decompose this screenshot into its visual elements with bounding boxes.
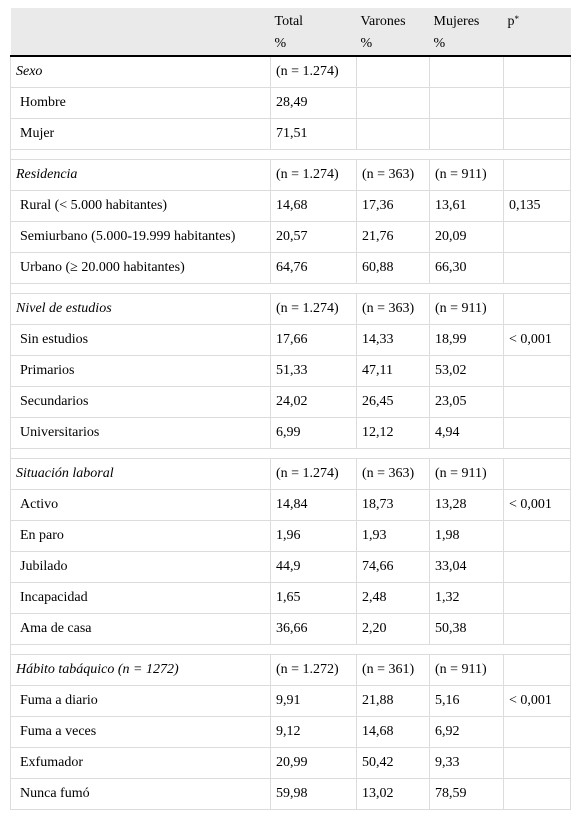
header-mujeres [430, 8, 504, 56]
table-row [11, 583, 571, 614]
section-n-cell [504, 160, 571, 191]
row-value: < 0,001 [504, 325, 571, 356]
table-row [11, 387, 571, 418]
row-value: 51,33 [271, 356, 357, 387]
row-value: 71,51 [271, 119, 357, 150]
table-body [11, 56, 571, 810]
row-value: 9,33 [430, 748, 504, 779]
row-label: Ama de casa [11, 614, 271, 645]
row-value [504, 779, 571, 810]
header-mujeres-unit: % [433, 36, 446, 51]
row-label: Primarios [11, 356, 271, 387]
row-value: 50,42 [357, 748, 430, 779]
section-spacer [11, 449, 571, 459]
header-varones-label: Varones [360, 14, 406, 29]
row-value: 12,12 [357, 418, 430, 449]
row-value [504, 88, 571, 119]
row-value: 60,88 [357, 253, 430, 284]
row-value: 2,48 [357, 583, 430, 614]
section-n-cell: (n = 1.274) [271, 56, 357, 88]
section-n-cell [504, 294, 571, 325]
section-n-cell: (n = 363) [357, 294, 430, 325]
header-empty [11, 8, 271, 56]
section-n-cell [504, 56, 571, 88]
section-header-row [11, 655, 571, 686]
header-total-unit: % [274, 36, 287, 51]
section-n-cell: (n = 1.274) [271, 294, 357, 325]
row-value: 21,88 [357, 686, 430, 717]
row-value [504, 717, 571, 748]
row-value: 5,16 [430, 686, 504, 717]
spacer-cell [11, 449, 571, 459]
section-n-cell: (n = 363) [357, 459, 430, 490]
table-row [11, 614, 571, 645]
header-varones-unit: % [360, 36, 373, 51]
row-value [504, 748, 571, 779]
header-varones [357, 8, 430, 56]
row-value [430, 88, 504, 119]
section-header-row [11, 459, 571, 490]
section-title: Sexo [11, 56, 271, 88]
row-value: 74,66 [357, 552, 430, 583]
row-label: Universitarios [11, 418, 271, 449]
section-spacer [11, 150, 571, 160]
section-title: Nivel de estudios [11, 294, 271, 325]
section-header-row [11, 56, 571, 88]
row-value [430, 119, 504, 150]
row-value [504, 222, 571, 253]
row-value: 9,12 [271, 717, 357, 748]
row-value: 17,66 [271, 325, 357, 356]
section-n-cell [357, 56, 430, 88]
row-value: 14,84 [271, 490, 357, 521]
row-label: Mujer [11, 119, 271, 150]
row-value: 21,76 [357, 222, 430, 253]
row-value: 26,45 [357, 387, 430, 418]
section-n-cell: (n = 363) [357, 160, 430, 191]
row-value: 4,94 [430, 418, 504, 449]
table-row [11, 686, 571, 717]
section-n-cell [504, 655, 571, 686]
section-title: Situación laboral [11, 459, 271, 490]
row-value [504, 119, 571, 150]
row-label: En paro [11, 521, 271, 552]
row-value: < 0,001 [504, 490, 571, 521]
section-n-cell: (n = 1.274) [271, 160, 357, 191]
row-value: 78,59 [430, 779, 504, 810]
row-value: 18,73 [357, 490, 430, 521]
row-value: 14,33 [357, 325, 430, 356]
row-value: 6,92 [430, 717, 504, 748]
row-value: 47,11 [357, 356, 430, 387]
section-n-cell [504, 459, 571, 490]
row-value: 1,96 [271, 521, 357, 552]
row-value: 59,98 [271, 779, 357, 810]
section-spacer [11, 645, 571, 655]
row-value: 44,9 [271, 552, 357, 583]
row-value: 1,98 [430, 521, 504, 552]
row-value: 20,09 [430, 222, 504, 253]
section-title: Residencia [11, 160, 271, 191]
row-label: Fuma a veces [11, 717, 271, 748]
row-value: 50,38 [430, 614, 504, 645]
row-value: 36,66 [271, 614, 357, 645]
row-value: 2,20 [357, 614, 430, 645]
table-row [11, 779, 571, 810]
row-value: 20,57 [271, 222, 357, 253]
section-n-cell: (n = 1.272) [271, 655, 357, 686]
section-n-cell: (n = 911) [430, 160, 504, 191]
row-value [504, 356, 571, 387]
table-row [11, 552, 571, 583]
row-value [504, 521, 571, 552]
row-label: Jubilado [11, 552, 271, 583]
table-row [11, 521, 571, 552]
section-n-cell: (n = 911) [430, 655, 504, 686]
row-value [504, 583, 571, 614]
header-p [504, 8, 571, 56]
table-row [11, 253, 571, 284]
table-row [11, 717, 571, 748]
section-spacer [11, 284, 571, 294]
row-label: Fuma a diario [11, 686, 271, 717]
header-p-sup: * [514, 14, 519, 24]
table-row [11, 490, 571, 521]
section-header-row [11, 294, 571, 325]
section-n-cell: (n = 1.274) [271, 459, 357, 490]
row-label: Incapacidad [11, 583, 271, 614]
row-label: Secundarios [11, 387, 271, 418]
table-row [11, 119, 571, 150]
row-label: Sin estudios [11, 325, 271, 356]
row-label: Urbano (≥ 20.000 habitantes) [11, 253, 271, 284]
row-value: 20,99 [271, 748, 357, 779]
row-value: 23,05 [430, 387, 504, 418]
row-value: < 0,001 [504, 686, 571, 717]
row-value: 18,99 [430, 325, 504, 356]
row-value: 64,76 [271, 253, 357, 284]
row-value: 13,02 [357, 779, 430, 810]
row-label: Rural (< 5.000 habitantes) [11, 191, 271, 222]
row-value: 1,32 [430, 583, 504, 614]
table-row [11, 325, 571, 356]
header-mujeres-label: Mujeres [433, 14, 480, 29]
row-value: 14,68 [271, 191, 357, 222]
row-value [357, 119, 430, 150]
table-row [11, 88, 571, 119]
row-value: 6,99 [271, 418, 357, 449]
header-total [271, 8, 357, 56]
table-row [11, 418, 571, 449]
table-row [11, 356, 571, 387]
row-value [504, 552, 571, 583]
row-value [504, 387, 571, 418]
section-n-cell [430, 56, 504, 88]
header-total-label: Total [274, 14, 304, 29]
table-container [10, 8, 570, 810]
section-header-row [11, 160, 571, 191]
row-label: Nunca fumó [11, 779, 271, 810]
row-value: 66,30 [430, 253, 504, 284]
row-label: Exfumador [11, 748, 271, 779]
section-n-cell: (n = 361) [357, 655, 430, 686]
section-n-cell: (n = 911) [430, 294, 504, 325]
row-value [504, 418, 571, 449]
section-title: Hábito tabáquico (n = 1272) [11, 655, 271, 686]
demographics-table [10, 8, 571, 810]
section-n-cell: (n = 911) [430, 459, 504, 490]
row-value: 53,02 [430, 356, 504, 387]
row-value [357, 88, 430, 119]
row-label: Activo [11, 490, 271, 521]
table-row [11, 191, 571, 222]
row-value: 0,135 [504, 191, 571, 222]
row-value: 14,68 [357, 717, 430, 748]
row-label: Semiurbano (5.000-19.999 habitantes) [11, 222, 271, 253]
spacer-cell [11, 645, 571, 655]
spacer-cell [11, 284, 571, 294]
row-value: 28,49 [271, 88, 357, 119]
header-row [11, 8, 571, 56]
spacer-cell [11, 150, 571, 160]
header-p-label: p [507, 14, 515, 29]
table-row [11, 748, 571, 779]
row-value [504, 614, 571, 645]
row-label: Hombre [11, 88, 271, 119]
row-value: 24,02 [271, 387, 357, 418]
row-value: 13,61 [430, 191, 504, 222]
row-value: 1,65 [271, 583, 357, 614]
row-value: 13,28 [430, 490, 504, 521]
row-value: 1,93 [357, 521, 430, 552]
table-row [11, 222, 571, 253]
row-value [504, 253, 571, 284]
row-value: 9,91 [271, 686, 357, 717]
row-value: 17,36 [357, 191, 430, 222]
row-value: 33,04 [430, 552, 504, 583]
